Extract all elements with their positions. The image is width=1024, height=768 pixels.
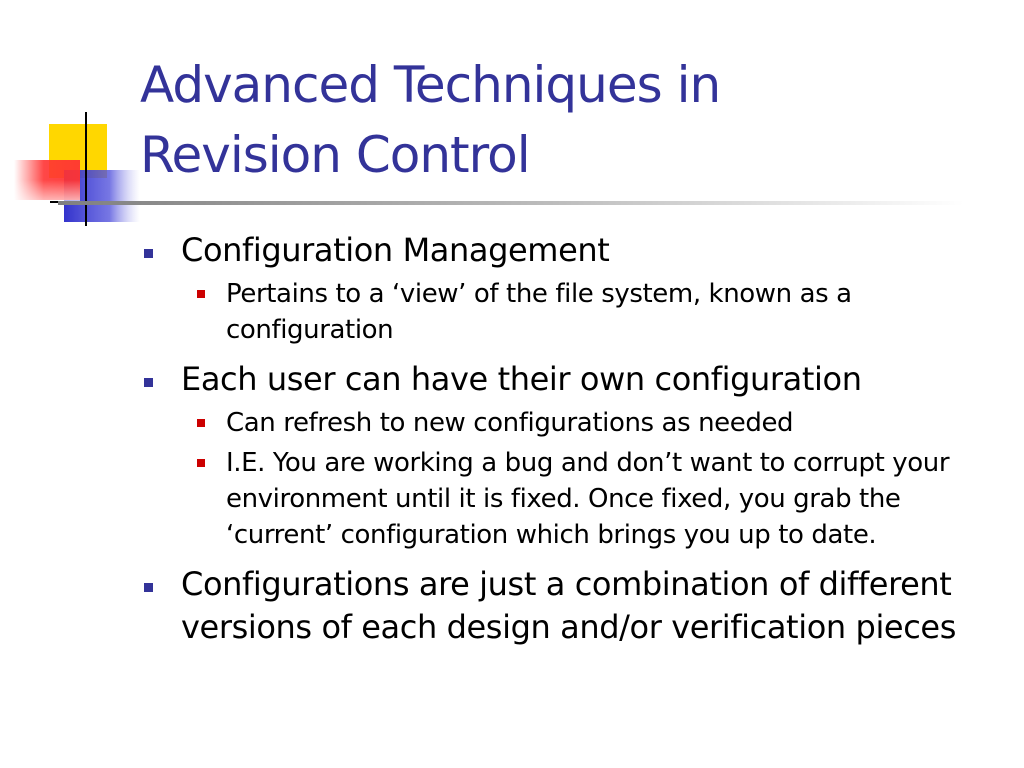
bullet-level1-item <box>181 229 981 272</box>
bullet-level2-item <box>226 276 986 348</box>
square-bullet-icon <box>197 459 205 467</box>
bullet-text: Configuration Management <box>181 231 610 269</box>
slide-title-line-1: Advanced Techniques in <box>140 56 721 114</box>
square-bullet-icon <box>197 290 205 298</box>
square-bullet-icon <box>144 583 153 592</box>
bullet-level2-item <box>226 445 986 553</box>
square-bullet-icon <box>144 378 153 387</box>
title-divider <box>58 201 964 205</box>
bullet-level2-item <box>226 405 986 441</box>
sub-bullet-text: I.E. You are working a bug and don’t want to corrupt your environment until it is fixed. Once fixed, you grab the ‘current’ configuration which brings you up to date. <box>226 448 950 550</box>
slide-title-line-2: Revision Control <box>140 126 530 184</box>
slide-title <box>140 50 1000 190</box>
bullet-level1-item <box>181 563 981 649</box>
square-bullet-icon <box>144 249 153 258</box>
sub-bullet-text: Can refresh to new configurations as needed <box>226 408 794 438</box>
square-bullet-icon <box>197 419 205 427</box>
bullet-level1-item <box>181 358 981 401</box>
slide-body <box>0 229 1024 649</box>
bullet-text: Each user can have their own configuration <box>181 360 862 398</box>
bullet-text: Configurations are just a combination of different versions of each design and/or verification pieces <box>181 565 956 646</box>
sub-bullet-text: Pertains to a ‘view’ of the file system, known as a configuration <box>226 279 852 345</box>
